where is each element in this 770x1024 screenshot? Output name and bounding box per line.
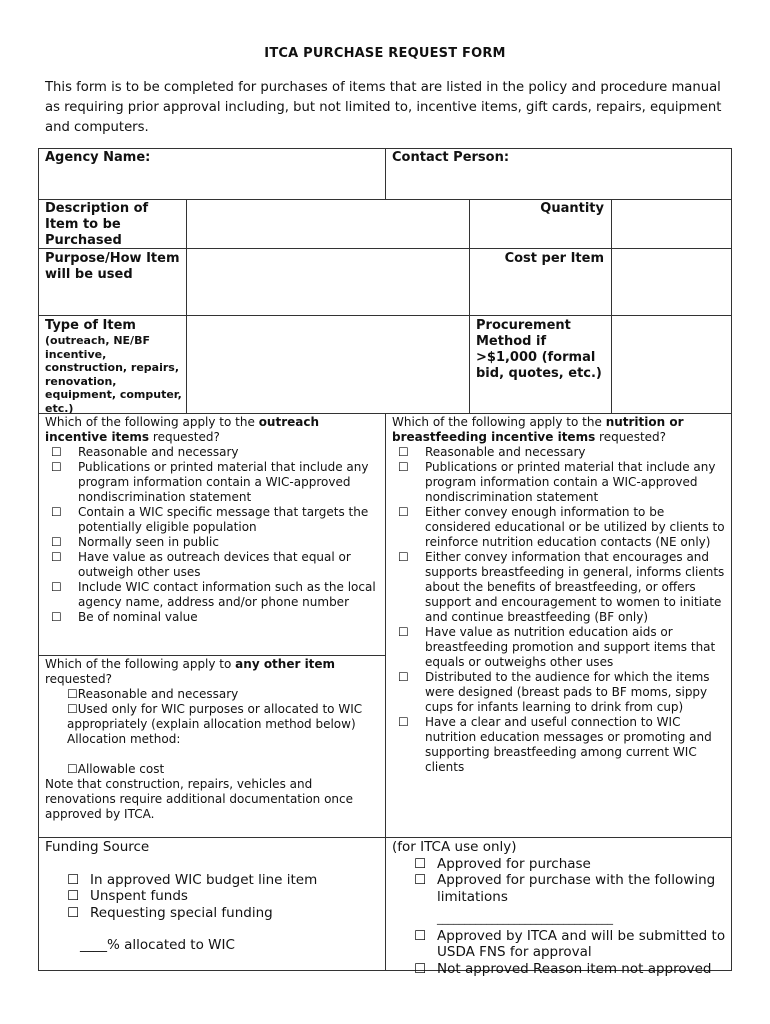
outreach-questions	[45, 415, 380, 625]
itca-approved[interactable]: ☐ Approved for purchase	[414, 855, 591, 872]
other-item-wic-only[interactable]: ☐Used only for WIC purposes or allocated to WIC appropriately (explain allocation method below)	[67, 702, 363, 731]
checkbox-icon[interactable]: ☐	[398, 445, 409, 459]
checkbox-icon[interactable]: ☐	[414, 855, 427, 872]
funding-source-label: Funding Source	[45, 839, 150, 855]
checkbox-icon[interactable]: ☐	[67, 762, 78, 776]
checkbox-icon[interactable]: ☐	[67, 702, 78, 716]
outreach-question: Which of the following apply to the outreach incentive items requested?	[45, 415, 320, 444]
outreach-item[interactable]: ☐ Have value as outreach devices that equal or outweigh other uses	[51, 550, 351, 579]
contact-person-label: Contact Person:	[392, 150, 510, 165]
itca-approved-usda[interactable]: ☐ Approved by ITCA and will be submitted to USDA FNS for approval	[414, 927, 726, 960]
cost-per-item-label: Cost per Item	[504, 251, 604, 266]
checkbox-icon[interactable]: ☐	[414, 927, 427, 944]
checkbox-icon[interactable]: ☐	[414, 872, 427, 888]
other-item-questions	[45, 657, 380, 822]
checkbox-icon[interactable]: ☐	[51, 550, 62, 564]
outreach-item[interactable]: ☐ Be of nominal value	[51, 610, 198, 624]
outreach-item[interactable]: ☐ Contain a WIC specific message that targets the potentially eligible population	[51, 505, 369, 534]
checkbox-icon[interactable]: ☐	[398, 460, 409, 474]
type-of-item-hint: (outreach, NE/BF incentive, construction, repairs, renovation, equipment, computer, etc.)	[45, 334, 182, 415]
type-of-item-field[interactable]	[186, 315, 470, 414]
checkbox-icon[interactable]: ☐	[51, 445, 62, 459]
outreach-item[interactable]: ☐ Reasonable and necessary	[51, 445, 239, 459]
nutrition-questions	[392, 415, 725, 775]
other-item-note: Note that construction, repairs, vehicles and renovations require additional documentation once approved by ITCA.	[45, 777, 354, 821]
checkbox-icon[interactable]: ☐	[398, 550, 409, 564]
itca-use-label: (for ITCA use only)	[392, 839, 517, 855]
quantity-label: Quantity	[540, 201, 604, 216]
nutrition-item[interactable]: ☐ Have value as nutrition education aids or breastfeeding promotion and support items that equals or outweighs other uses	[398, 625, 716, 669]
checkbox-icon[interactable]: ☐	[67, 888, 80, 904]
nutrition-item[interactable]: ☐ Either convey enough information to be considered educational or be utilized by clients to reinforce nutrition education contacts (NE only)	[398, 505, 725, 549]
checkbox-icon[interactable]: ☐	[67, 687, 78, 701]
itca-approved-limits[interactable]: ☐ Approved for purchase with the following limitations	[414, 872, 716, 905]
itca-not-approved[interactable]: ☐ Not approved Reason item not approved	[414, 960, 712, 977]
purpose-label: Purpose/How Item will be used	[45, 251, 180, 282]
nutrition-item[interactable]: ☐ Have a clear and useful connection to WIC nutrition education messages or promoting and supporting breastfeeding among current WIC clients	[398, 715, 712, 774]
funding-item-budget-line[interactable]: ☐ In approved WIC budget line item	[67, 871, 318, 888]
limitations-blank-line[interactable]: ________________________________	[437, 912, 613, 925]
checkbox-icon[interactable]: ☐	[51, 460, 62, 474]
checkbox-icon[interactable]: ☐	[398, 625, 409, 639]
outreach-item[interactable]: ☐ Publications or printed material that include any program information contain a WIC-approved nondiscrimination statement	[51, 460, 369, 504]
other-item-question: Which of the following apply to any other item requested?	[45, 657, 336, 686]
checkbox-icon[interactable]: ☐	[398, 505, 409, 519]
nutrition-item[interactable]: ☐ Publications or printed material that include any program information contain a WIC-approved nondiscrimination statement	[398, 460, 716, 504]
checkbox-icon[interactable]: ☐	[51, 535, 62, 549]
description-field[interactable]	[186, 199, 470, 249]
quantity-field[interactable]	[611, 199, 732, 249]
other-item-allowable[interactable]: ☐Allowable cost	[67, 762, 165, 776]
nutrition-item[interactable]: ☐ Either convey information that encourages and supports breastfeeding in general, informs clients about the benefits of breastfeeding, or offers support and encouragement to women to initiate and continue breastfeeding (BF only)	[398, 550, 725, 624]
outreach-item[interactable]: ☐ Normally seen in public	[51, 535, 219, 549]
allocation-method-field[interactable]	[45, 747, 380, 762]
procurement-field[interactable]	[611, 315, 732, 414]
type-of-item-label: Type of Item	[45, 318, 136, 333]
checkbox-icon[interactable]: ☐	[51, 610, 62, 624]
funding-item-special[interactable]: ☐ Requesting special funding	[67, 904, 273, 921]
checkbox-icon[interactable]: ☐	[67, 871, 80, 888]
cost-per-item-field[interactable]	[611, 248, 732, 316]
checkbox-icon[interactable]: ☐	[398, 715, 409, 729]
allocated-to-wic-field[interactable]: ____% allocated to WIC	[80, 937, 235, 953]
agency-name-label: Agency Name:	[45, 150, 151, 165]
checkbox-icon[interactable]: ☐	[67, 904, 80, 921]
outreach-item[interactable]: ☐ Include WIC contact information such as the local agency name, address and/or phone number	[51, 580, 376, 609]
procurement-label: Procurement Method if >$1,000 (formal bid, quotes, etc.)	[476, 318, 602, 381]
checkbox-icon[interactable]: ☐	[414, 960, 427, 977]
checkbox-icon[interactable]: ☐	[51, 580, 62, 594]
form-intro: This form is to be completed for purchases of items that are listed in the policy and procedure manual as requiring prior approval including, but not limited to, incentive items, gift cards, repairs, equipment and computers.	[45, 80, 722, 135]
nutrition-item[interactable]: ☐ Distributed to the audience for which the items were designed (breast pads to BF moms, sippy cups for infants learning to drink from cup)	[398, 670, 710, 714]
form-title: ITCA PURCHASE REQUEST FORM	[264, 46, 506, 61]
itca-content	[392, 839, 727, 977]
checkbox-icon[interactable]: ☐	[51, 505, 62, 519]
description-label: Description of Item to be Purchased	[45, 201, 149, 248]
other-item-reasonable[interactable]: ☐Reasonable and necessary	[67, 687, 239, 701]
allocation-method-label: Allocation method:	[67, 732, 181, 746]
funding-content	[45, 839, 380, 954]
nutrition-item[interactable]: ☐ Reasonable and necessary	[398, 445, 586, 459]
nutrition-question: Which of the following apply to the nutrition or breastfeeding incentive items requested?	[392, 415, 684, 444]
funding-item-unspent[interactable]: ☐ Unspent funds	[67, 888, 188, 904]
checkbox-icon[interactable]: ☐	[398, 670, 409, 684]
purpose-field[interactable]	[186, 248, 470, 316]
